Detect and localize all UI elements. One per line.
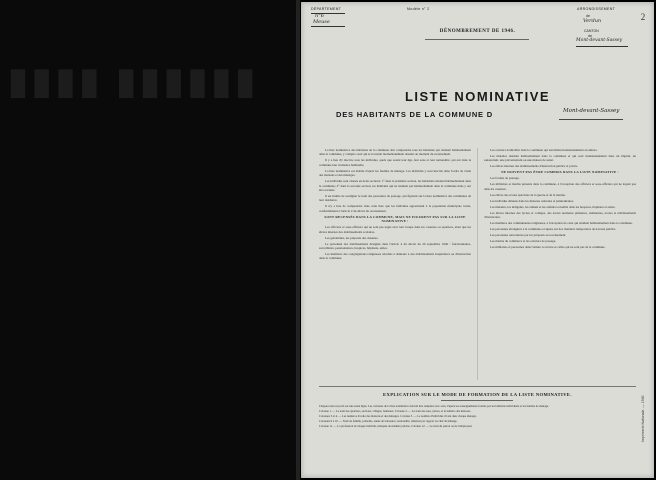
- column-divider: [477, 148, 478, 380]
- explication-paragraph: Chaque nom est porté sur une seule ligne. Les colonnes de la liste nominative doivent être remplies avec soin, d'après les renseignements fournis par les bulletins individuels et les feuilles de ménage.: [319, 404, 549, 408]
- left-paragraph: Les officiers et sous-officiers qui ne sont pas logés avec leur troupe dans les casernes ou quartiers, ainsi que les élèves internes des établissements scolaires.: [319, 225, 471, 234]
- right-paragraph: Les personnes étrangères à la commune occupées sur des chantiers temporaires de travaux publics.: [490, 227, 617, 232]
- page-number: 2: [640, 12, 646, 22]
- left-paragraph: Il est inutile de souligner le nom des personnes de passage, qui figurent sur la liste nominative des communes de leur résidence.: [319, 194, 471, 203]
- right-column: [484, 148, 636, 251]
- canton-underline: [576, 46, 628, 47]
- canton-label: CANTON: [584, 29, 599, 33]
- left-paragraph: Il y a lieu d'y inscrire tous les individus, quels que soient leur âge, leur sexe et leur nationalité, qui ont dans la commune leur résidence habituelle.: [319, 158, 471, 167]
- commune-handwriting: Mont-devant-Sassey: [563, 108, 620, 114]
- left-section-heading: SONT RECENSÉS DANS LA COMMUNE, MAIS NE FIGURENT PAS SUR LA LISTE NOMINATIVE :: [324, 214, 466, 224]
- right-paragraph: Les élèves internes des établissements d'instruction publics et privés.: [490, 164, 578, 169]
- arrondissement-label: ARRONDISSEMENT: [577, 7, 616, 11]
- right-paragraph: Les personnes rencontrées par les préposés au recensement.: [490, 233, 567, 238]
- left-paragraph: Le personnel des établissements désignés dans l'article 4 du décret du 20 septembre 1946 : fonctionnaires, surveillants, pensionnaires, hospices, hôpitaux, asiles.: [319, 241, 471, 251]
- right-section-heading: NE DOIVENT PAS ÊTRE COMPRIS DANS LA LISTE NOMINATIVE :: [501, 170, 619, 175]
- right-paragraph: Les marins du commerce et les ouvriers de passage.: [490, 239, 557, 244]
- arrondissement-handwriting: Verdun: [583, 18, 602, 24]
- left-paragraph: Les individus sont classés en deux sections: 1° dans la première section, les habitants résidant habituellement dans la commune; 2° dans la seconde section, les habitants qui ne résident pas habituellement dans la commune mais y ont été recensés.: [319, 179, 471, 193]
- departement-handwriting: n°6: [315, 13, 324, 19]
- explication-paragraph: Colonnes 3 et 4. — Les numéros d'ordre des maisons et des ménages. Colonne 5. — Le nombre d'individus vivant dans chaque ménage.: [319, 414, 477, 418]
- liste-nominative-title: LISTE NOMINATIVE: [404, 89, 551, 104]
- explication-text: [319, 404, 633, 429]
- explication-paragraph: Colonne 11. — La profession de chaque individu, indiquée de manière précise. Colonne 12. — Le nom du patron ou de l'employeur.: [319, 424, 473, 428]
- section-separator: [319, 386, 636, 387]
- right-paragraph: Les élèves des écoles spéciales de la guerre et de la marine.: [490, 192, 566, 197]
- left-paragraph: Les membres des congrégations religieuses attachés à demeure à des établissements hospitaliers ou d'instruction dans la commune.: [319, 252, 471, 261]
- explication-title: EXPLICATION SUR LE MODE DE FORMATION DE LA LISTE NOMINATIVE.: [383, 392, 572, 397]
- explication-paragraph: Colonne 1. — Le nom des quartiers, sections, villages, hameaux. Colonne 2. — Le nom des rues, places, et le numéro des maisons.: [319, 409, 471, 413]
- right-paragraph: Les élèves internes des lycées et collèges, des écoles normales primaires, séminaires, écoles et établissements d'instruction.: [484, 210, 636, 220]
- arrondissement-de: de: [586, 14, 590, 18]
- canton-de: de: [588, 34, 592, 38]
- right-paragraph: Les individus détenus dans les maisons centrales et pénitentiaires.: [490, 198, 575, 203]
- right-paragraph: Les ouvriers domiciliés dans la commune qui travaillent momentanément au dehors.: [490, 148, 598, 152]
- left-column: [319, 148, 471, 262]
- left-paragraph: Les gendarmes, les préposés des douanes.: [325, 235, 379, 240]
- departement-name-handwriting: Meuse: [313, 19, 330, 25]
- right-paragraph: Les malades résidant habituellement dans la commune et qui sont momentanément dans un hôpital, un sanatorium, une préventorium ou une maison de santé.: [484, 154, 636, 163]
- title-underline: [425, 39, 529, 40]
- right-paragraph: Les forains de passage.: [490, 176, 520, 181]
- departement-label: DÉPARTEMENT: [311, 7, 342, 11]
- left-page: [0, 0, 300, 480]
- printer-note: Imprimerie Nationale. — 1946: [641, 395, 645, 442]
- left-paragraph: Il n'y a lieu de comprendre dans cette liste que les individus appartenant à la population municipale totale, conformément à l'article 2 du décret du recensement.: [319, 204, 471, 213]
- left-paragraph: La liste nominative des habitants de la commune doit comprendre tous les habitants qui résident habituellement dans la commune, y compris ceux qui se trouvent momentanément absents au moment du recensement.: [319, 148, 471, 157]
- explication-underline: [441, 400, 513, 401]
- header-row: [311, 7, 644, 17]
- right-paragraph: Les membres des communautés religieuses, à l'exception de ceux qui résident habituellement dans la commune.: [490, 221, 633, 226]
- right-paragraph: Les malades, les indigents, les aliénés et les enfants recueillis dans les hospices, hôpitaux et asiles.: [490, 204, 616, 209]
- faded-left-page-marks: ▮▮▮▮ ▮▮▮▮▮▮: [8, 61, 260, 101]
- commune-subtitle: DES HABITANTS DE LA COMMUNE D: [336, 110, 493, 119]
- departement-underline: [311, 26, 345, 27]
- census-document: [301, 2, 654, 478]
- left-paragraph: La liste nominative est établie d'après les feuilles de ménage. Les individus y sont inscrits dans l'ordre de visite des maisons et des ménages.: [319, 168, 471, 178]
- explication-paragraph: Colonnes 6 à 10. — Nom de famille, prénoms, année de naissance, nationalité, situation par rapport au chef de ménage.: [319, 419, 458, 423]
- modele-label: Modèle n° 2: [407, 7, 430, 11]
- canton-handwriting: Mont-devant-Sassey: [576, 38, 623, 43]
- right-paragraph: Les militaires et personnes dans l'armée, le navire et celles qui ne sont pas de la commune.: [490, 245, 606, 250]
- right-paragraph: Les militaires et marins présents dans la commune, à l'exception des officiers et sous-officiers qui ne logent pas dans les casernes.: [484, 182, 636, 191]
- book-spine: [296, 0, 300, 480]
- denombrement-title: DÉNOMBREMENT DE 1946.: [439, 29, 516, 34]
- commune-underline: [559, 119, 623, 120]
